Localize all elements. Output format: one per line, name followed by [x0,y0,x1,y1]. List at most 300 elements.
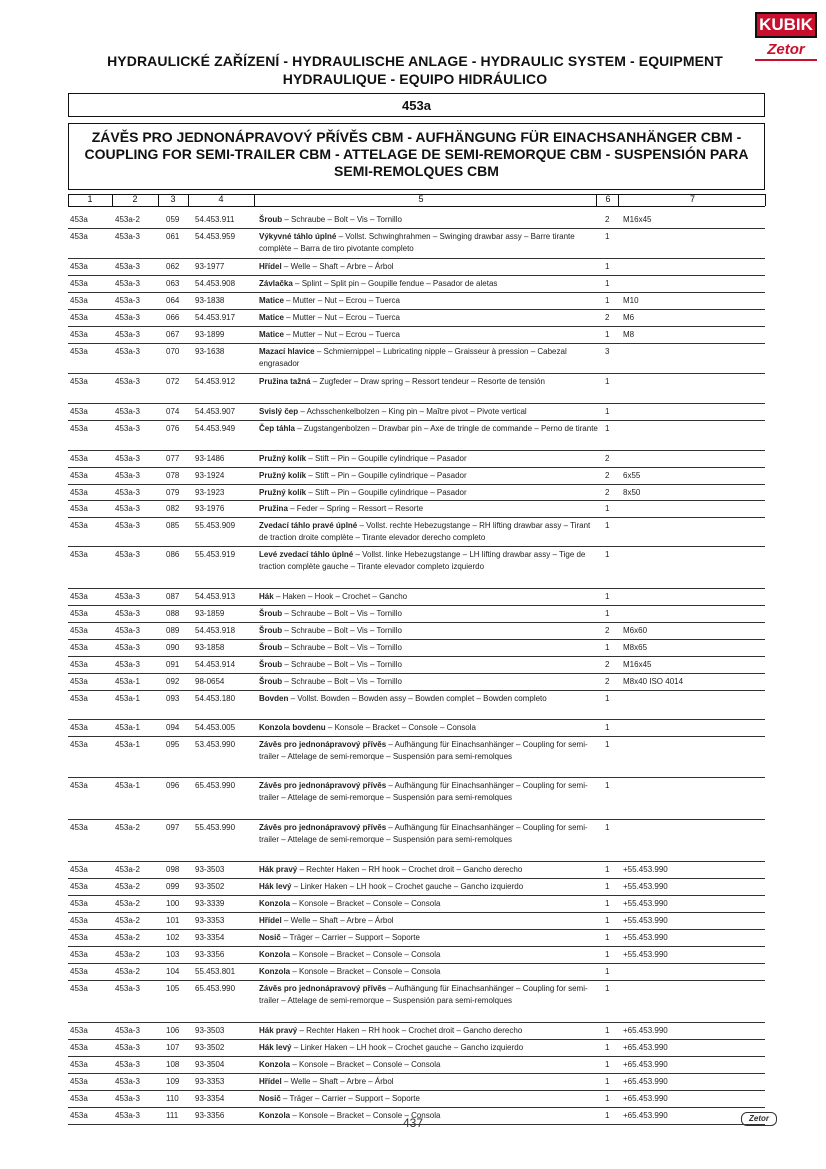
row-rule [68,980,765,981]
cell-part-number: 93-1976 [195,504,225,513]
cell-position: 101 [166,916,180,925]
row-rule [68,373,765,374]
cell-part-number: 54.453.912 [195,377,236,386]
cell-quantity: 1 [605,407,610,416]
cell-subgroup: 453a-3 [115,1094,140,1103]
description-czech: Pružný kolík [259,471,307,480]
cell-position: 102 [166,933,180,942]
cell-group: 453a [70,407,88,416]
cell-group: 453a [70,454,88,463]
assembly-title-line3: SEMI-REMOLQUES CBM [334,163,499,179]
cell-subgroup: 453a-3 [115,407,140,416]
cell-subgroup: 453a-2 [115,865,140,874]
cell-position: 103 [166,950,180,959]
cell-subgroup: 453a-2 [115,215,140,224]
cell-quantity: 1 [605,609,610,618]
description-czech: Šroub [259,609,283,618]
cell-position: 104 [166,967,180,976]
cell-description [259,329,599,341]
cell-subgroup: 453a-2 [115,882,140,891]
cell-quantity: 2 [605,626,610,635]
row-rule [68,450,765,451]
cell-description [259,406,599,418]
cell-part-number: 55.453.801 [195,967,236,976]
cell-note: +55.453.990 [623,950,668,959]
row-rule [68,690,765,691]
description-czech: Pružina [259,504,288,513]
cell-quantity: 1 [605,1026,610,1035]
cell-group: 453a [70,865,88,874]
cell-group: 453a [70,950,88,959]
cell-position: 063 [166,279,180,288]
row-rule [68,420,765,421]
description-translations: – Zugstangenbolzen – Drawbar pin – Axe de tringle de commande – Perno de tirante [295,424,598,433]
cell-part-number: 93-3502 [195,882,225,891]
row-rule [68,777,765,778]
cell-group: 453a [70,296,88,305]
description-translations: – Zugfeder – Draw spring – Ressort tendeur – Resorte de tensión [310,377,545,386]
cell-note: +55.453.990 [623,933,668,942]
cell-group: 453a [70,488,88,497]
cell-position: 079 [166,488,180,497]
cell-description [259,676,599,688]
cell-description [259,949,599,961]
row-rule [68,309,765,310]
cell-note: +65.453.990 [623,1077,668,1086]
cell-description [259,1025,599,1037]
cell-quantity: 1 [605,1060,610,1069]
description-czech: Matice [259,330,284,339]
description-czech: Hák levý [259,882,292,891]
section-header-line2: HYDRAULIQUE - EQUIPO HIDRÁULICO [282,71,548,87]
cell-position: 099 [166,882,180,891]
description-translations: – Feder – Spring – Ressort – Resorte [287,504,424,513]
description-translations: – Rechter Haken – RH hook – Crochet droit – Gancho derecho [297,865,523,874]
cell-position: 098 [166,865,180,874]
cell-subgroup: 453a-1 [115,740,140,749]
description-czech: Šroub [259,626,283,635]
header-top-rule [68,194,765,195]
cell-subgroup: 453a-3 [115,424,140,433]
row-rule [68,963,765,964]
description-czech: Šroub [259,215,283,224]
col-divider [618,194,619,206]
column-header-7: 7 [689,194,695,204]
cell-subgroup: 453a-3 [115,279,140,288]
zetor-logo-text: Zetor [767,41,805,58]
cell-group: 453a [70,781,88,790]
cell-quantity: 1 [605,823,610,832]
cell-note: +55.453.990 [623,899,668,908]
description-czech: Hák [259,592,274,601]
cell-group: 453a [70,550,88,559]
description-czech: Závěs pro jednonápravový přívěs [259,984,387,993]
cell-note: +65.453.990 [623,1060,668,1069]
cell-description [259,1059,599,1071]
row-rule [68,588,765,589]
description-translations: – Stift – Pin – Goupille cylindrique – Pasador [306,488,467,497]
assembly-title-line2: COUPLING FOR SEMI-TRAILER CBM - ATTELAGE DE SEMI-REMORQUE CBM - SUSPENSIÓN PARA [84,146,749,162]
description-translations: – Welle – Shaft – Arbre – Árbol [281,916,394,925]
description-czech: Konzola [259,899,291,908]
group-number-box: 453a [68,93,765,117]
description-czech: Nosič [259,1094,281,1103]
description-czech: Zvedací táhlo pravé úplné [259,521,358,530]
cell-position: 066 [166,313,180,322]
description-czech: Konzola [259,950,291,959]
col-divider [596,194,597,206]
cell-subgroup: 453a-2 [115,967,140,976]
cell-description [259,983,599,1007]
description-czech: Závěs pro jednonápravový přívěs [259,781,387,790]
col-divider [68,194,69,206]
cell-group: 453a [70,967,88,976]
cell-group: 453a [70,592,88,601]
cell-group: 453a [70,347,88,356]
cell-description [259,261,599,273]
cell-position: 064 [166,296,180,305]
cell-position: 085 [166,521,180,530]
cell-position: 089 [166,626,180,635]
cell-subgroup: 453a-3 [115,643,140,652]
cell-part-number: 93-3504 [195,1060,225,1069]
cell-quantity: 1 [605,424,610,433]
cell-description [259,881,599,893]
cell-position: 059 [166,215,180,224]
col-divider [112,194,113,206]
cell-group: 453a [70,215,88,224]
cell-description [259,231,599,255]
description-czech: Šroub [259,677,283,686]
cell-subgroup: 453a-3 [115,592,140,601]
row-rule [68,343,765,344]
cell-note: +55.453.990 [623,865,668,874]
row-rule [68,1107,765,1108]
cell-part-number: 93-1899 [195,330,225,339]
cell-group: 453a [70,521,88,530]
cell-note: +65.453.990 [623,1094,668,1103]
cell-group: 453a [70,313,88,322]
cell-note: M10 [623,296,639,305]
row-rule [68,895,765,896]
description-translations: – Rechter Haken – RH hook – Crochet droit – Gancho derecho [297,1026,523,1035]
description-translations: – Aufhängung für Einachsanhänger – Coupling for semi-trailer – Attelage de semi-remorque – Suspensión para semi-remolques [259,781,588,802]
cell-position: 109 [166,1077,180,1086]
cell-part-number: 93-3503 [195,865,225,874]
cell-position: 097 [166,823,180,832]
cell-subgroup: 453a-2 [115,823,140,832]
cell-description [259,659,599,671]
description-czech: Šroub [259,643,283,652]
column-header-2: 2 [132,194,138,204]
cell-position: 082 [166,504,180,513]
cell-part-number: 93-1923 [195,488,225,497]
cell-position: 107 [166,1043,180,1052]
cell-description [259,966,599,978]
description-czech: Levé zvedací táhlo úplné [259,550,354,559]
cell-subgroup: 453a-3 [115,296,140,305]
cell-position: 062 [166,262,180,271]
cell-quantity: 1 [605,296,610,305]
cell-quantity: 2 [605,215,610,224]
description-czech: Konzola [259,967,291,976]
cell-group: 453a [70,279,88,288]
cell-quantity: 1 [605,377,610,386]
column-header-row [0,194,826,206]
cell-position: 070 [166,347,180,356]
cell-part-number: 93-1486 [195,454,225,463]
description-translations: – Schraube – Bolt – Vis – Tornillo [282,677,402,686]
cell-quantity: 1 [605,723,610,732]
cell-quantity: 1 [605,740,610,749]
cell-part-number: 53.453.990 [195,740,236,749]
row-rule [68,258,765,259]
description-czech: Hřídel [259,916,282,925]
cell-group: 453a [70,504,88,513]
cell-note: 8x50 [623,488,641,497]
cell-subgroup: 453a-3 [115,330,140,339]
row-rule [68,929,765,930]
row-rule [68,736,765,737]
cell-note: +55.453.990 [623,916,668,925]
cell-part-number: 93-3353 [195,1077,225,1086]
cell-position: 087 [166,592,180,601]
cell-part-number: 54.453.908 [195,279,236,288]
cell-group: 453a [70,899,88,908]
cell-subgroup: 453a-2 [115,899,140,908]
row-rule [68,861,765,862]
cell-quantity: 1 [605,865,610,874]
row-rule [68,1090,765,1091]
description-translations: – Konsole – Bracket – Console – Consola [325,723,476,732]
description-czech: Čep táhla [259,424,296,433]
row-rule [68,292,765,293]
description-translations: – Schraube – Bolt – Vis – Tornillo [282,215,402,224]
cell-position: 110 [166,1094,179,1103]
cell-group: 453a [70,740,88,749]
row-rule [68,1039,765,1040]
cell-position: 072 [166,377,180,386]
cell-description [259,549,599,573]
cell-quantity: 1 [605,781,610,790]
cell-group: 453a [70,1111,88,1120]
description-translations: – Konsole – Bracket – Console – Consola [290,1111,441,1120]
cell-description [259,487,599,499]
cell-description [259,1042,599,1054]
cell-position: 100 [166,899,180,908]
cell-subgroup: 453a-3 [115,1077,140,1086]
description-translations: – Konsole – Bracket – Console – Consola [290,967,441,976]
row-rule [68,946,765,947]
description-czech: Pružný kolík [259,454,307,463]
cell-description [259,453,599,465]
description-czech: Konzola [259,1060,291,1069]
cell-subgroup: 453a-3 [115,377,140,386]
section-header [60,52,770,88]
cell-part-number: 54.453.914 [195,660,236,669]
cell-position: 096 [166,781,180,790]
row-rule [68,673,765,674]
cell-group: 453a [70,984,88,993]
cell-description [259,608,599,620]
row-rule [68,326,765,327]
cell-group: 453a [70,882,88,891]
cell-subgroup: 453a-1 [115,781,140,790]
cell-note: M16x45 [623,215,652,224]
assembly-title-line1: ZÁVĚS PRO JEDNONÁPRAVOVÝ PŘÍVĚS CBM - AUFHÄNGUNG FÜR EINACHSANHÄNGER CBM - [91,129,742,145]
description-czech: Výkyvné táhlo úplné [259,232,337,241]
cell-quantity: 1 [605,592,610,601]
description-czech: Bovden [259,694,289,703]
cell-position: 108 [166,1060,180,1069]
cell-position: 094 [166,723,180,732]
cell-quantity: 1 [605,933,610,942]
cell-subgroup: 453a-3 [115,454,140,463]
cell-group: 453a [70,1094,88,1103]
kubik-logo-text: KUBIK [755,12,817,38]
cell-part-number: 54.453.911 [195,215,235,224]
description-czech: Nosič [259,933,281,942]
cell-quantity: 1 [605,984,610,993]
cell-group: 453a [70,677,88,686]
column-header-5: 5 [418,194,424,204]
description-translations: – Welle – Shaft – Arbre – Árbol [281,262,394,271]
cell-quantity: 1 [605,899,610,908]
cell-group: 453a [70,377,88,386]
cell-description [259,214,599,226]
cell-note: M16x45 [623,660,652,669]
row-rule [68,719,765,720]
description-czech: Pružina tažná [259,377,311,386]
cell-part-number: 93-3353 [195,916,225,925]
cell-description [259,625,599,637]
description-translations: – Vollst. Schwinghrahmen – Swinging drawbar assy – Barre tirante complète – Barra de tiro pivotante completo [259,232,575,253]
cell-quantity: 1 [605,1111,610,1120]
cell-description [259,312,599,324]
cell-position: 078 [166,471,180,480]
row-rule [68,500,765,501]
description-translations: – Vollst. linke Hebezugstange – LH lifting drawbar assy – Tige de traction complète gauche – Tirante elevador completo izquierdo [259,550,586,571]
cell-subgroup: 453a-3 [115,521,140,530]
description-translations: – Konsole – Bracket – Console – Consola [290,899,441,908]
cell-subgroup: 453a-3 [115,504,140,513]
description-translations: – Achsschenkelbolzen – King pin – Maître pivot – Pivote vertical [298,407,527,416]
cell-description [259,898,599,910]
cell-note: 6x55 [623,471,641,480]
col-divider [765,194,766,206]
column-header-6: 6 [605,194,611,204]
cell-quantity: 1 [605,1077,610,1086]
cell-subgroup: 453a-3 [115,626,140,635]
description-translations: – Linker Haken – LH hook – Crochet gauche – Gancho izquierdo [291,1043,524,1052]
row-rule [68,622,765,623]
cell-part-number: 93-1638 [195,347,225,356]
cell-position: 077 [166,454,180,463]
cell-quantity: 1 [605,643,610,652]
cell-note: M8 [623,330,635,339]
cell-note: M6 [623,313,635,322]
cell-quantity: 1 [605,232,610,241]
cell-group: 453a [70,609,88,618]
cell-part-number: 54.453.005 [195,723,236,732]
cell-part-number: 93-3502 [195,1043,225,1052]
cell-group: 453a [70,262,88,271]
description-translations: – Vollst. rechte Hebezugstange – RH lifting drawbar assy – Tirant de traction droite complète – Tirante elevador derecho completo [259,521,591,542]
cell-description [259,278,599,290]
cell-subgroup: 453a-3 [115,232,140,241]
cell-quantity: 2 [605,677,610,686]
description-czech: Závěs pro jednonápravový přívěs [259,823,387,832]
cell-quantity: 1 [605,967,610,976]
row-rule [68,275,765,276]
cell-quantity: 1 [605,330,610,339]
cell-description [259,1093,599,1105]
cell-part-number: 93-1858 [195,643,225,652]
cell-quantity: 3 [605,347,610,356]
description-translations: – Vollst. Bowden – Bowden assy – Bowden complet – Bowden completo [288,694,547,703]
row-rule [68,819,765,820]
cell-description [259,780,599,804]
cell-position: 095 [166,740,180,749]
description-czech: Hák levý [259,1043,292,1052]
col-divider [254,194,255,206]
cell-part-number: 54.453.949 [195,424,236,433]
cell-group: 453a [70,1077,88,1086]
description-czech: Mazací hlavice [259,347,315,356]
cell-part-number: 93-3356 [195,950,225,959]
cell-group: 453a [70,723,88,732]
cell-subgroup: 453a-3 [115,609,140,618]
cell-group: 453a [70,823,88,832]
description-translations: – Konsole – Bracket – Console – Consola [290,1060,441,1069]
cell-subgroup: 453a-3 [115,471,140,480]
cell-description [259,932,599,944]
row-rule [68,228,765,229]
cell-part-number: 93-3339 [195,899,225,908]
row-rule [68,639,765,640]
description-czech: Konzola [259,1111,291,1120]
cell-description [259,693,599,705]
cell-group: 453a [70,643,88,652]
description-translations: – Schraube – Bolt – Vis – Tornillo [282,609,402,618]
description-translations: – Konsole – Bracket – Console – Consola [290,950,441,959]
cell-part-number: 55.453.990 [195,823,236,832]
cell-quantity: 1 [605,550,610,559]
column-header-4: 4 [218,194,224,204]
cell-quantity: 1 [605,1094,610,1103]
description-czech: Matice [259,313,284,322]
column-header-3: 3 [170,194,176,204]
row-rule [68,912,765,913]
cell-group: 453a [70,232,88,241]
cell-position: 061 [166,232,180,241]
row-rule [68,1073,765,1074]
cell-part-number: 93-3354 [195,933,225,942]
cell-part-number: 54.453.180 [195,694,236,703]
cell-group: 453a [70,424,88,433]
cell-part-number: 55.453.909 [195,521,236,530]
cell-description [259,346,599,370]
cell-group: 453a [70,660,88,669]
section-header-line1: HYDRAULICKÉ ZAŘÍZENÍ - HYDRAULISCHE ANLAGE - HYDRAULIC SYSTEM - EQUIPMENT [107,53,723,69]
row-rule [68,1056,765,1057]
cell-note: M8x40 ISO 4014 [623,677,684,686]
cell-description [259,376,599,388]
cell-group: 453a [70,471,88,480]
cell-part-number: 93-3356 [195,1111,225,1120]
row-rule [68,605,765,606]
cell-part-number: 65.453.990 [195,781,236,790]
